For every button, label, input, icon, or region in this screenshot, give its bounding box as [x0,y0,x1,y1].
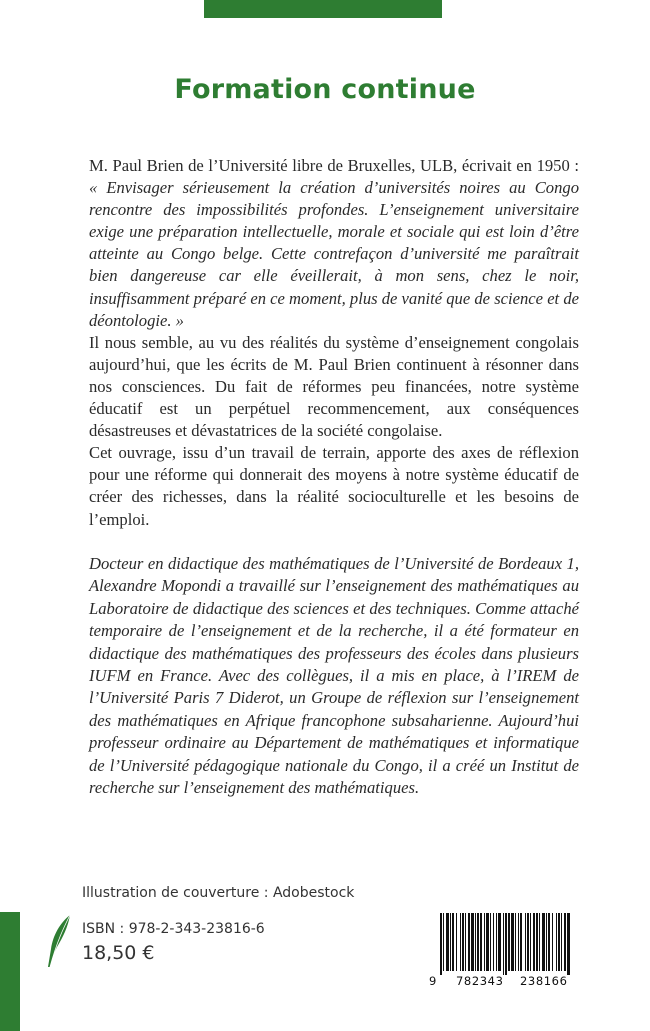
barcode-bar [536,913,538,971]
barcode-bar [446,913,449,971]
barcode-bar [456,913,457,971]
barcode-digit-first: 9 [429,974,437,988]
summary-paragraph-1 [89,155,579,332]
top-accent-bar [204,0,442,18]
barcode-bar [484,913,485,971]
page-title: Formation continue [174,74,476,105]
barcode-bar [471,913,474,971]
barcode-bar [556,913,557,971]
barcode-bar [460,913,461,971]
barcode-bars [420,909,580,975]
cover-credit: Illustration de couverture : Adobestock [82,885,355,901]
barcode-bar [552,913,553,971]
summary-paragraph-3: Cet ouvrage, issu d’un travail de terrain, apporte des axes de réflexion pour une réforme qui donnerait des moyens à notre système éducatif de créer des richesses, dans la réalité socioculturelle et les besoins de l’emploi. [89,443,579,529]
barcode-bar [527,913,529,971]
barcode-bar [548,913,550,971]
barcode-digits-left: 782343 [456,974,504,988]
barcode-bar [498,913,501,971]
barcode-bar [520,913,522,971]
side-accent-bar [0,912,20,1031]
barcode [420,909,580,991]
barcode-bar [530,913,531,971]
barcode-bar [561,913,562,971]
barcode-bar [496,913,497,971]
barcode-bar [462,913,464,971]
barcode-bar [477,913,479,971]
barcode-bar [468,913,470,971]
barcode-bar [440,913,442,975]
barcode-bar [546,913,547,971]
summary-quote: « Envisager sérieusement la création d’universités noires au Congo rencontre des impossibilités profondes. L’enseignement universitaire exige une préparation intellectuelle, morale et sociale qui est loin d’être atteinte au Congo belge. Cette contrefaçon d’université me paraîtrait bien dangereuse car elle éveillerait, à mon sens, chez le noir, insuffisamment préparé en ce moment, plus de vanité que de science et de déontologie. » [89,178,579,330]
barcode-bar [480,913,482,971]
barcode-bar [542,913,545,971]
barcode-bar [475,913,476,971]
barcode-bar [539,913,540,971]
barcode-bar [533,913,535,971]
barcode-bar [443,913,444,971]
barcode-bar [503,913,504,975]
barcode-bar [567,913,570,975]
barcode-digits-right: 238166 [520,974,568,988]
author-bio-text: Docteur en didactique des mathématiques de l’Université de Bordeaux 1, Alexandre Mopondi a travaillé sur l’enseignement des mathématiques au Laboratoire de didactique des sciences et des techniques. Comme attaché temporaire de l’enseignement et de la recherche, il a été formateur en didactique des mathématiques des professeurs des écoles dans plusieurs IUFM en France. Avec des collègues, il a mis en place, à l’IREM de l’Université Paris 7 Diderot, un Groupe de réflexion sur l’enseignement des mathématiques en Afrique francophone subsaharienne. Aujourd’hui professeur ordinaire au Département de mathématiques et informatique de l’Université pédagogique nationale du Congo, il a créé un Institut de recherche sur l’enseignement des mathématiques. [89,554,579,798]
summary-intro-sentence: M. Paul Brien de l’Université libre de Bruxelles, ULB, écrivait en 1950 : [89,156,579,175]
barcode-bar [465,913,466,971]
barcode-bar [518,913,519,971]
barcode-bar [508,913,510,971]
barcode-bar [505,913,507,975]
feather-quill-icon [44,913,74,969]
barcode-bar [493,913,494,971]
isbn-number: ISBN : 978-2-343-23816-6 [82,921,265,937]
barcode-bar [450,913,451,971]
summary-paragraph-2: Il nous semble, au vu des réalités du système d’enseignement congolais aujourd’hui, que les écrits de M. Paul Brien continuent à résonner dans nos consciences. Du fait de réformes peu financées, notre système éducatif est un perpétuel recommencement, aux conséquences désastreuses et dévastatrices de la société congolaise. [89,332,579,441]
barcode-bar [564,913,566,971]
barcode-bar [511,913,514,971]
author-bio [89,553,579,799]
barcode-bar [525,913,526,971]
barcode-bar [515,913,516,971]
price-label: 18,50 € [82,942,155,964]
barcode-bar [490,913,491,971]
barcode-bar [486,913,489,971]
barcode-bar [452,913,454,971]
barcode-bar [558,913,560,971]
summary-text [89,155,579,531]
